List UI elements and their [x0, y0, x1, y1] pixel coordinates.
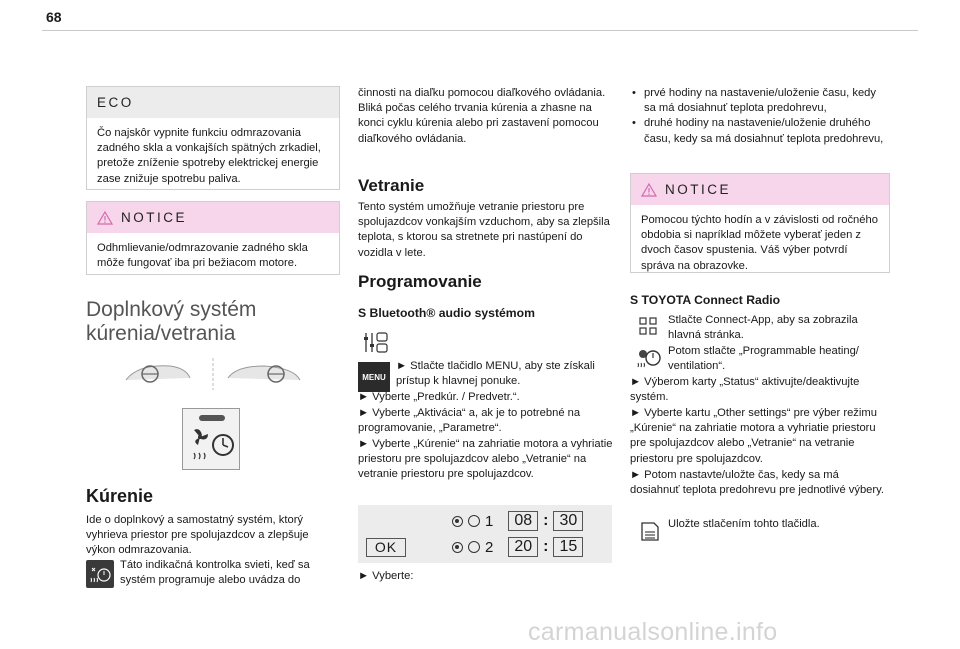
warning-icon — [97, 211, 113, 225]
timer-1-minutes: 30 — [553, 511, 583, 531]
header-divider — [42, 30, 918, 31]
settings-sliders-icon — [362, 330, 390, 356]
notice-box-left — [86, 201, 340, 275]
watermark-footer: carmanualsonline.info — [528, 618, 778, 646]
notice-header — [631, 174, 889, 205]
step-predkur: ► Vyberte „Predkúr. / Predvetr.“. — [358, 391, 520, 403]
radio-selected-icon — [452, 542, 463, 553]
toyota-step-connect: Stlačte Connect-App, aby sa zobrazila hlavná stránka. — [668, 314, 858, 342]
notice-header — [87, 202, 339, 233]
timer-2-number: 2 — [485, 538, 494, 556]
radio-selected-icon — [452, 516, 463, 527]
toyota-step-status: ► Výberom karty „Status“ aktivujte/deaktivujte systém. — [630, 376, 860, 404]
eco-text: Čo najskôr vypnite funkciu odmrazovania zadného skla a vonkajších spätných zrkadiel, pretože zníženie spotreby elektrickej energie zase znižuje spotrebu paliva. — [97, 127, 321, 185]
vetranie-text: Tento systém umožňuje vetranie priestoru pre spolujazdcov vonkajším vzduchom, aby sa zlepšila teplota, s ktorou sa stretnete pri nastúpení do vozidla v lete. — [358, 201, 610, 259]
time-separator: : — [543, 538, 549, 555]
timer-1-hours: 08 — [508, 511, 538, 531]
programovanie-title: Programovanie — [358, 272, 482, 291]
eco-box — [86, 86, 340, 190]
notice-text: Pomocou týchto hodín a v závislosti od ročného obdobia si napríklad môžete vyberať jeden z dvoch časov spustenia. Váš výber potvrdí správa na obrazovke. — [641, 214, 878, 272]
toyota-step-set-time: ► Potom nastavte/uložte čas, kedy sa má dosiahnuť teplota predohrevu pre jednotlivé výbery. — [630, 469, 885, 497]
vetranie-title: Vetranie — [358, 176, 425, 195]
app-grid-icon — [638, 316, 658, 336]
step-aktivacia: ► Vyberte „Aktivácia“ a, ak je to potrebné na programovanie, „Parametre“. — [358, 407, 581, 435]
mid-cont-text: činnosti na diaľku pomocou diaľkového ovládania. Bliká počas celého trvania kúrenia a zhasne na konci cyklu kúrenia alebo pri zastavení pomocou diaľkového ovládania. — [358, 87, 606, 145]
select-text: ► Vyberte: — [358, 570, 414, 582]
step-menu: ► Stlačte tlačidlo MENU, aby ste získali prístup k hlavnej ponuke. — [396, 360, 595, 388]
timer-2-hours: 20 — [508, 537, 538, 557]
timer-display — [358, 505, 612, 563]
timer-2-minutes: 15 — [553, 537, 583, 557]
clock-icon — [468, 541, 480, 553]
menu-button: MENU — [358, 362, 390, 392]
eco-title: ECO — [87, 87, 339, 118]
timer-bullets — [630, 86, 890, 147]
notice-box-right — [630, 173, 890, 273]
warning-icon — [641, 183, 657, 197]
section-title: Doplnkový systém kúrenia/vetrania — [86, 298, 257, 345]
toyota-step-programmable: Potom stlačte „Programmable heating/ ventilation“. — [668, 345, 859, 373]
heater-indicator-icon — [86, 560, 114, 588]
bullet-first-clock: • prvé hodiny na nastavenie/uloženie času, kedy sa má dosiahnuť teplota predohrevu, — [630, 86, 890, 116]
notice-title: NOTICE — [121, 210, 188, 225]
page-number: 68 — [46, 9, 62, 25]
kurenie-icon-text: Táto indikačná kontrolka svieti, keď sa systém programuje alebo uvádza do — [120, 559, 310, 587]
toyota-step-save: Uložte stlačením tohto tlačidla. — [668, 518, 820, 530]
toyota-step-other-settings: ► Vyberte kartu „Other settings“ pre výber režimu „Kúrenie“ na zahriatie motora a vyhriatie priestoru pre spolujazdcov alebo „Vetranie“ na vetranie priestoru pre spolujazdcov. — [630, 407, 877, 465]
bluetooth-subtitle: S Bluetooth® audio systémom — [358, 306, 535, 320]
kurenie-title: Kúrenie — [86, 486, 154, 506]
toyota-subtitle: S TOYOTA Connect Radio — [630, 293, 781, 307]
bullet-second-clock: • druhé hodiny na nastavenie/uloženie druhého času, kedy sa má dosiahnuť teplota predohrevu, — [630, 116, 890, 146]
timer-row-2 — [452, 537, 583, 557]
clock-icon — [468, 515, 480, 527]
notice-title: NOTICE — [665, 182, 732, 197]
save-icon — [640, 520, 660, 542]
timer-row-1 — [452, 511, 583, 531]
time-separator: : — [543, 512, 549, 529]
car-top-illustration — [118, 354, 308, 394]
ok-button: OK — [366, 538, 406, 557]
programmable-heating-icon — [634, 344, 662, 372]
step-kurenie: ► Vyberte „Kúrenie“ na zahriatie motora a vyhriatie priestoru pre spolujazdcov alebo „Vetranie“ na vetranie priestoru pre spolujazdcov. — [358, 438, 613, 481]
kurenie-text: Ide o doplnkový a samostatný systém, ktorý vyhrieva priestor pre spolujazdcov a zlepšuje výkon odmrazovania. — [86, 514, 309, 557]
heater-control-button — [182, 408, 240, 470]
timer-1-number: 1 — [485, 512, 494, 530]
notice-text: Odhmlievanie/odmrazovanie zadného skla môže fungovať iba pri bežiacom motore. — [97, 242, 308, 270]
